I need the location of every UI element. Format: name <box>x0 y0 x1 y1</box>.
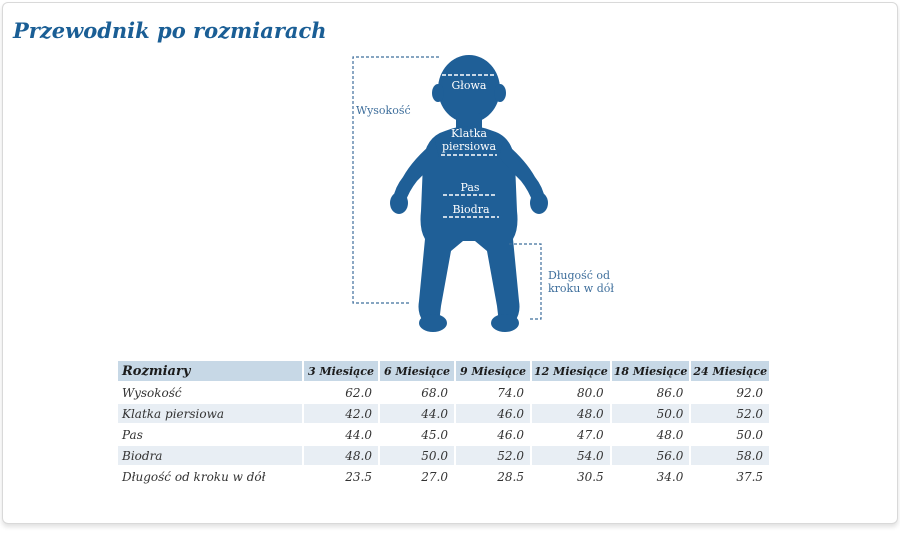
table-cell: 56.0 <box>612 446 690 465</box>
table-row <box>118 425 769 444</box>
table-cell: 62.0 <box>304 383 378 402</box>
table-cell: 58.0 <box>691 446 769 465</box>
page-title: Przewodnik po rozmiarach <box>13 18 327 43</box>
table-cell: 68.0 <box>380 383 454 402</box>
baby-silhouette-icon <box>343 51 623 341</box>
table-cell: 92.0 <box>691 383 769 402</box>
table-cell: 54.0 <box>532 446 610 465</box>
row-label: Długość od kroku w dół <box>118 467 302 486</box>
label-waist: Pas <box>460 181 480 194</box>
table-cell: 86.0 <box>612 383 690 402</box>
row-label: Wysokość <box>118 383 302 402</box>
table-cell: 80.0 <box>532 383 610 402</box>
table-cell: 28.5 <box>456 467 530 486</box>
column-header: 24 Miesiące <box>691 361 769 381</box>
table-cell: 42.0 <box>304 404 378 423</box>
table-cell: 47.0 <box>532 425 610 444</box>
baby-measurement-figure <box>343 51 623 341</box>
table-cell: 48.0 <box>532 404 610 423</box>
row-label: Pas <box>118 425 302 444</box>
table-cell: 48.0 <box>612 425 690 444</box>
column-header: 6 Miesiące <box>380 361 454 381</box>
label-inseam: Długość od kroku w dół <box>548 269 614 295</box>
table-cell: 44.0 <box>380 404 454 423</box>
column-header: 12 Miesiące <box>532 361 610 381</box>
table-cell: 44.0 <box>304 425 378 444</box>
table-cell: 46.0 <box>456 404 530 423</box>
table-cell: 23.5 <box>304 467 378 486</box>
label-height: Wysokość <box>356 104 411 117</box>
row-label: Biodra <box>118 446 302 465</box>
table-cell: 50.0 <box>691 425 769 444</box>
table-cell: 52.0 <box>456 446 530 465</box>
table-row <box>118 446 769 465</box>
table-cell: 45.0 <box>380 425 454 444</box>
table-cell: 37.5 <box>691 467 769 486</box>
table-header-row <box>118 361 769 381</box>
size-table <box>116 359 771 488</box>
label-chest: Klatka piersiowa <box>441 127 497 153</box>
table-row <box>118 383 769 402</box>
table-row <box>118 467 769 486</box>
table-cell: 27.0 <box>380 467 454 486</box>
table-cell: 34.0 <box>612 467 690 486</box>
table-cell: 48.0 <box>304 446 378 465</box>
table-row <box>118 404 769 423</box>
table-cell: 50.0 <box>380 446 454 465</box>
column-header: 18 Miesiące <box>612 361 690 381</box>
table-cell: 46.0 <box>456 425 530 444</box>
table-cell: 74.0 <box>456 383 530 402</box>
column-header: 3 Miesiące <box>304 361 378 381</box>
table-cell: 52.0 <box>691 404 769 423</box>
label-hips: Biodra <box>452 203 490 216</box>
table-corner-header: Rozmiary <box>118 361 302 381</box>
label-head: Głowa <box>451 79 487 92</box>
column-header: 9 Miesiące <box>456 361 530 381</box>
table-cell: 50.0 <box>612 404 690 423</box>
table-cell: 30.5 <box>532 467 610 486</box>
row-label: Klatka piersiowa <box>118 404 302 423</box>
